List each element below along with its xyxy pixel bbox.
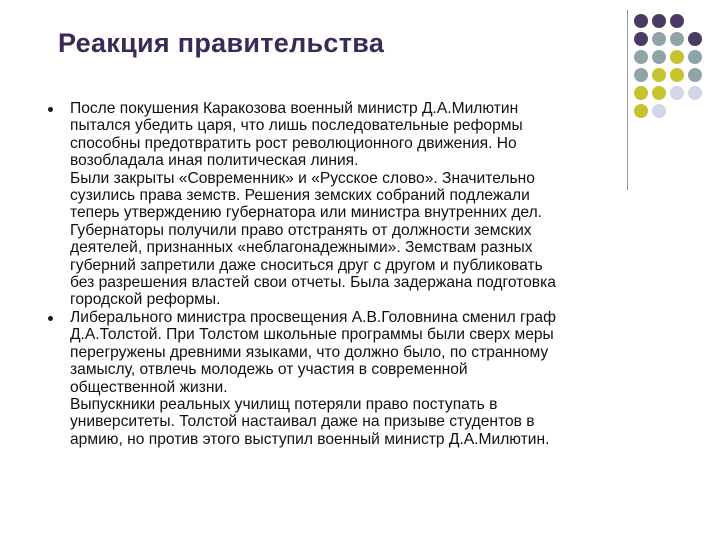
bullet-marker [48,107,53,112]
text-line: Выпускники реальных училищ потеряли право поступать в [70,395,498,413]
bullet-marker [48,316,53,321]
text-line: без разрешения властей свои отчеты. Была задержана подготовка [70,274,556,292]
decorative-dot [670,14,684,28]
text-line: теперь утверждению губернатора или министра внутренних дел. [70,204,542,222]
decorative-dot [652,32,666,46]
text-line: возобладала иная политическая линия. [70,152,359,170]
text-line: губерний запретили даже сноситься друг с другом и публиковать [70,256,543,274]
decorative-dot [688,14,702,28]
text-line: армию, но против этого выступил военный министр Д.А.Милютин. [70,430,550,448]
text-line: пытался убедить царя, что лишь последовательные реформы [70,117,523,135]
text-line: Были закрыты «Современник» и «Русское слово». Значительно [70,169,535,187]
bullet-list [48,100,678,448]
text-line: Либерального министра просвещения А.В.Головнина сменил граф [70,308,556,326]
decorative-dot [634,86,648,100]
text-line: Д.А.Толстой. При Толстом школьные программы были сверх меры [70,326,554,344]
text-line: университеты. Толстой настаивал даже на призыве студентов в [70,413,535,431]
decorative-dot [670,50,684,64]
decorative-dot [652,14,666,28]
decorative-dot [670,68,684,82]
text-line: замыслу, отвлечь молодежь от участия в современной [70,361,468,379]
decorative-dot [652,68,666,82]
slide-title: Реакция правительства [58,28,385,58]
decorative-dot [670,86,684,100]
text-line: городской реформы. [70,291,221,309]
text-line: способны предотвратить рост революционного движения. Но [70,134,517,152]
decorative-dot [652,86,666,100]
bullet-item [48,309,678,448]
bullet-item [48,100,678,309]
text-line: Губернаторы получили право отстранять от должности земских [70,221,532,239]
decorative-dot [670,32,684,46]
decorative-dot [688,104,702,118]
decorative-dot [634,14,648,28]
decorative-dot [688,68,702,82]
decorative-dot [688,32,702,46]
text-line: деятелей, признанных «неблагонадежными». Земствам разных [70,239,533,257]
text-line: сузились права земств. Решения земских собраний подлежали [70,187,530,205]
decorative-dot [688,86,702,100]
text-line: перегружены древними языками, что должно было, по странному [70,343,549,361]
text-line: общественной жизни. [70,378,228,396]
decorative-dot [652,50,666,64]
text-line: После покушения Каракозова военный министр Д.А.Милютин [70,100,519,117]
decorative-dot [634,50,648,64]
decorative-dot [634,68,648,82]
decorative-dot [634,32,648,46]
decorative-dot [688,50,702,64]
